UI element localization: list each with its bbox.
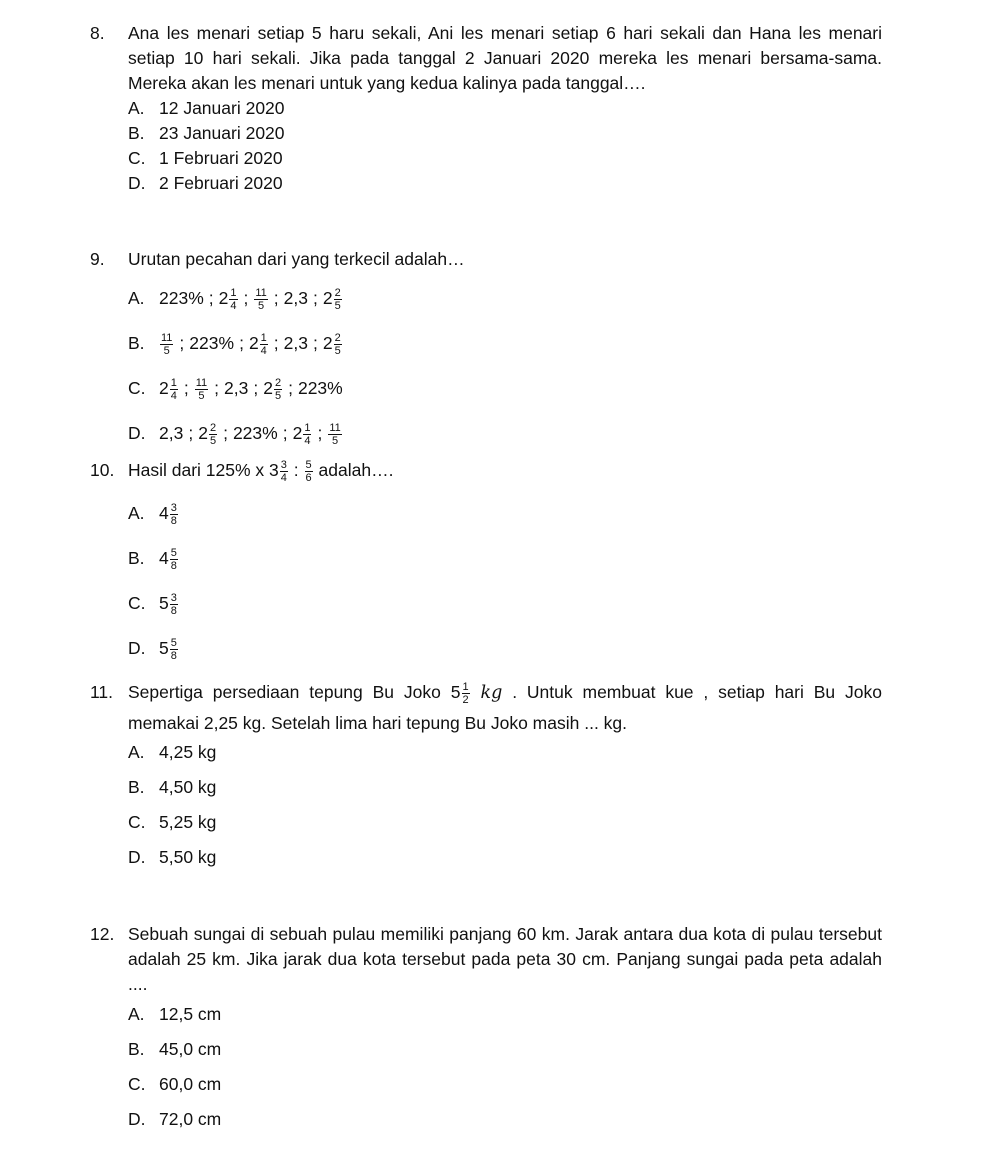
separator: ; <box>253 378 259 398</box>
fraction-numerator: 3 <box>170 501 177 514</box>
fraction-whole: 2 <box>159 378 169 398</box>
fraction-numerator: 1 <box>230 286 237 299</box>
fraction <box>170 502 178 527</box>
separator: ; <box>183 378 189 398</box>
fraction-numerator: 2 <box>209 421 217 434</box>
fraction <box>303 422 311 447</box>
option-b[interactable] <box>128 536 882 581</box>
fraction <box>170 547 178 572</box>
fraction-denominator: 5 <box>334 299 341 312</box>
fraction-numerator: 2 <box>334 286 341 299</box>
fraction-denominator: 8 <box>170 514 177 527</box>
question-12-options <box>128 997 882 1137</box>
mixed-fraction <box>292 421 313 447</box>
fraction-denominator: 6 <box>305 471 312 484</box>
separator: ; <box>188 423 194 443</box>
option-letter: D. <box>128 1109 146 1129</box>
option-value: 2,3 <box>224 378 249 398</box>
fraction-whole: 2 <box>322 333 333 353</box>
fraction-whole: 2 <box>263 378 273 398</box>
option-letter: D. <box>128 423 146 443</box>
fraction-denominator: 4 <box>230 299 237 312</box>
question-12-stem <box>90 922 882 997</box>
fraction-whole: 2 <box>248 333 259 353</box>
option-letter: B. <box>128 333 145 353</box>
option-letter: A. <box>128 742 145 762</box>
fraction <box>334 287 342 312</box>
division-operator: : <box>293 460 299 480</box>
option-text: 4,25 kg <box>159 742 217 762</box>
question-10-options <box>128 491 882 671</box>
mixed-fraction <box>248 331 269 357</box>
fraction-whole: 2 <box>198 423 208 443</box>
question-number: 11. <box>90 682 114 702</box>
option-letter: C. <box>128 593 146 613</box>
option-letter: A. <box>128 503 145 523</box>
question-8-stem <box>90 21 882 96</box>
fraction <box>260 332 268 357</box>
fraction-denominator: 5 <box>334 344 341 357</box>
fraction-whole: 5 <box>159 593 169 613</box>
fraction-whole: 4 <box>159 503 169 523</box>
separator: ; <box>273 333 279 353</box>
fraction-numerator: 3 <box>170 591 177 604</box>
separator: ; <box>208 288 214 308</box>
question-12 <box>90 922 882 1137</box>
option-text: 5,25 kg <box>159 812 217 832</box>
fraction-denominator: 8 <box>170 649 177 662</box>
question-9-options <box>128 276 882 456</box>
option-letter: B. <box>128 123 145 143</box>
option-value: 2,3 <box>283 333 308 353</box>
option-letter: C. <box>128 148 146 168</box>
option-value: 223% <box>189 333 235 353</box>
question-11 <box>90 677 882 875</box>
option-letter: A. <box>128 288 145 308</box>
question-text: Urutan pecahan dari yang terkecil adalah… <box>128 249 465 269</box>
option-text: 72,0 cm <box>159 1109 222 1129</box>
option-letter: B. <box>128 548 145 568</box>
mixed-fraction <box>322 286 343 312</box>
fraction-numerator: 2 <box>334 331 341 344</box>
option-c[interactable] <box>128 581 882 626</box>
fraction-denominator: 4 <box>280 471 287 484</box>
fraction <box>305 459 313 484</box>
fraction-numerator: 11 <box>195 376 208 389</box>
mixed-fraction <box>159 376 179 402</box>
option-text: 5,50 kg <box>159 847 217 867</box>
fraction-whole: 2 <box>218 288 229 308</box>
option-a[interactable] <box>128 276 882 321</box>
fraction <box>229 287 237 312</box>
mixed-fraction <box>263 376 283 402</box>
option-b[interactable] <box>128 321 882 366</box>
option-b[interactable] <box>128 1032 882 1067</box>
mixed-fraction <box>159 501 179 527</box>
fraction <box>209 422 217 447</box>
question-9-stem <box>90 247 882 272</box>
question-10 <box>90 455 882 671</box>
separator: ; <box>239 333 244 353</box>
fraction-numerator: 1 <box>462 680 469 693</box>
fraction <box>334 332 342 357</box>
option-b[interactable] <box>128 770 882 805</box>
fraction-denominator: 5 <box>258 299 265 312</box>
separator: ; <box>214 378 220 398</box>
separator: ; <box>243 288 249 308</box>
separator: ; <box>179 333 185 353</box>
fraction-denominator: 5 <box>209 434 217 447</box>
separator: ; <box>273 288 279 308</box>
mixed-fraction <box>450 680 471 706</box>
fraction-denominator: 8 <box>170 559 177 572</box>
separator: ; <box>313 288 318 308</box>
option-d[interactable] <box>128 626 882 671</box>
option-text: 1 Februari 2020 <box>159 148 283 168</box>
option-value: 223% <box>159 288 204 308</box>
fraction-numerator: 1 <box>260 331 267 344</box>
question-number: 12. <box>90 924 115 944</box>
fraction-numerator: 11 <box>255 286 267 299</box>
option-letter: C. <box>128 378 146 398</box>
fraction <box>280 459 288 484</box>
fraction-numerator: 5 <box>170 546 177 559</box>
question-number: 9. <box>90 249 105 269</box>
fraction-whole: 5 <box>450 682 461 702</box>
mixed-fraction <box>159 636 179 662</box>
fraction-numerator: 1 <box>170 376 177 389</box>
option-a[interactable] <box>128 96 882 121</box>
fraction <box>462 681 470 706</box>
fraction-numerator: 5 <box>170 636 177 649</box>
option-d[interactable] <box>128 171 882 196</box>
fraction <box>170 592 178 617</box>
fraction <box>328 422 341 447</box>
option-letter: B. <box>128 777 145 797</box>
option-letter: A. <box>128 98 145 118</box>
option-c[interactable] <box>128 146 882 171</box>
fraction-whole: 2 <box>292 423 303 443</box>
fraction-numerator: 5 <box>305 458 312 471</box>
option-text: 45,0 cm <box>159 1039 222 1059</box>
option-value: 2,3 <box>283 288 308 308</box>
option-value: 2,3 <box>159 423 184 443</box>
option-value: 223% <box>232 423 278 443</box>
question-text-post: . Untuk membuat kue , setiap hari Bu Joko memakai 2,25 kg. Setelah lima hari tepung Bu Joko masih ... kg. <box>128 682 882 733</box>
option-text: 23 Januari 2020 <box>159 123 285 143</box>
fraction-denominator: 5 <box>331 434 339 447</box>
option-text: 60,0 cm <box>159 1074 222 1094</box>
option-text: 12,5 cm <box>159 1004 222 1024</box>
fraction-whole: 3 <box>269 460 279 480</box>
question-number: 8. <box>90 23 105 43</box>
fraction-denominator: 5 <box>198 389 205 402</box>
fraction <box>274 377 282 402</box>
question-8-options <box>128 96 882 196</box>
separator: ; <box>223 423 228 443</box>
option-c[interactable] <box>128 805 882 840</box>
fraction <box>195 377 208 402</box>
option-a[interactable] <box>128 491 882 536</box>
option-d[interactable] <box>128 1102 882 1137</box>
question-text-post: adalah…. <box>318 460 394 480</box>
question-text-pre: Hasil dari 125% x <box>128 460 265 480</box>
option-c[interactable] <box>128 1067 882 1102</box>
mixed-fraction <box>218 286 239 312</box>
fraction-whole: 5 <box>159 638 169 658</box>
option-d[interactable] <box>128 411 882 456</box>
option-a[interactable] <box>128 997 882 1032</box>
fraction <box>170 377 178 402</box>
fraction-denominator: 4 <box>170 389 177 402</box>
fraction-numerator: 11 <box>161 331 173 344</box>
question-text: Ana les menari setiap 5 haru sekali, Ani les menari setiap 6 hari sekali dan Hana les menari setiap 10 hari sekali. Jika pada tanggal 2 Januari 2020 mereka les menari bersama-sama. Mereka akan les menari untuk yang kedua kalinya pada tanggal…. <box>128 23 882 93</box>
fraction <box>170 637 178 662</box>
mixed-fraction <box>159 546 179 572</box>
fraction-whole: 2 <box>322 288 333 308</box>
option-text: 2 Februari 2020 <box>159 173 283 193</box>
fraction-numerator: 3 <box>280 458 287 471</box>
mixed-fraction <box>269 458 289 484</box>
fraction-denominator: 2 <box>462 693 469 706</box>
fraction <box>254 287 267 312</box>
question-text: Sebuah sungai di sebuah pulau memiliki panjang 60 km. Jarak antara dua kota di pulau tersebut adalah 25 km. Jika jarak dua kota tersebut pada peta 30 cm. Panjang sungai pada peta adalah .... <box>128 924 882 994</box>
option-letter: C. <box>128 1074 146 1094</box>
fraction-denominator: 5 <box>163 344 170 357</box>
question-11-stem <box>90 677 882 738</box>
option-a[interactable] <box>128 735 882 770</box>
option-value: 223% <box>297 378 343 398</box>
separator: ; <box>317 423 323 443</box>
fraction <box>160 332 173 357</box>
question-8 <box>90 21 882 196</box>
option-text: 4,50 kg <box>159 777 217 797</box>
mixed-fraction <box>322 331 343 357</box>
question-11-options <box>128 735 882 875</box>
option-letter: D. <box>128 847 146 867</box>
mixed-fraction <box>159 591 179 617</box>
mixed-fraction <box>198 421 218 447</box>
fraction-denominator: 8 <box>170 604 177 617</box>
fraction-numerator: 11 <box>329 421 341 434</box>
question-text-pre: Sepertiga persediaan tepung Bu Joko <box>128 682 441 702</box>
option-letter: D. <box>128 173 146 193</box>
fraction-denominator: 4 <box>304 434 311 447</box>
fraction-denominator: 4 <box>260 344 267 357</box>
fraction-numerator: 2 <box>274 376 282 389</box>
separator: ; <box>313 333 318 353</box>
separator: ; <box>282 423 288 443</box>
fraction-numerator: 1 <box>304 421 311 434</box>
option-b[interactable] <box>128 121 882 146</box>
question-number: 10. <box>90 460 115 480</box>
fraction-whole: 4 <box>159 548 169 568</box>
option-d[interactable] <box>128 840 882 875</box>
option-letter: D. <box>128 638 146 658</box>
option-c[interactable] <box>128 366 882 411</box>
option-letter: A. <box>128 1004 145 1024</box>
option-letter: C. <box>128 812 146 832</box>
unit-kg: kg <box>480 683 503 703</box>
fraction-denominator: 5 <box>274 389 282 402</box>
option-letter: B. <box>128 1039 145 1059</box>
question-9 <box>90 247 882 456</box>
question-10-stem <box>90 455 882 485</box>
separator: ; <box>288 378 293 398</box>
option-text: 12 Januari 2020 <box>159 98 285 118</box>
